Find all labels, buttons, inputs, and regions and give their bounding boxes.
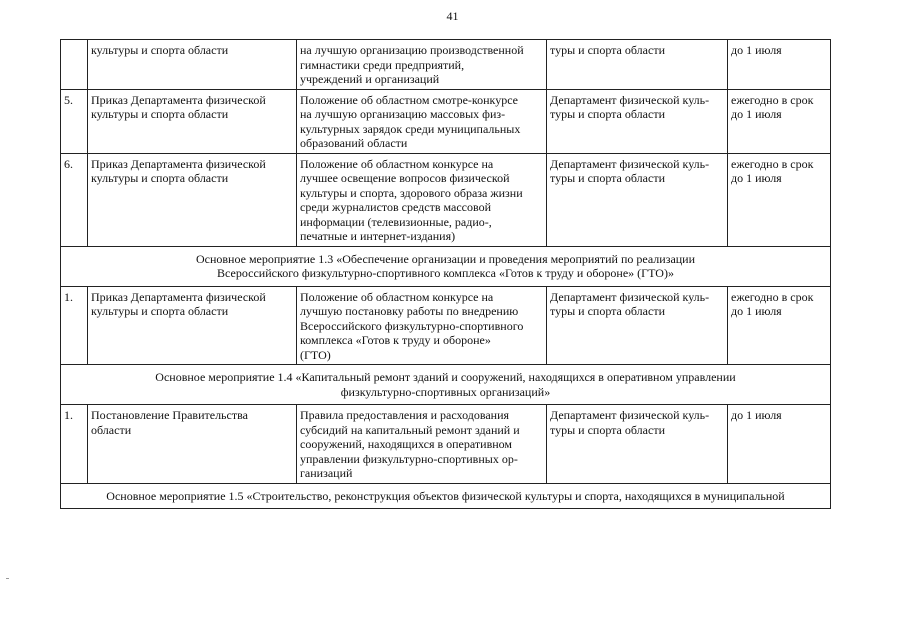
row-number [61,405,88,484]
deadline-line: ежегодно в срок [731,156,814,171]
row-number-line: 6. [64,156,73,171]
deadline-line: до 1 июля [731,304,782,318]
legal-act-line: Приказ Департамента физической [91,156,266,171]
page-number: 41 [446,9,459,23]
legal-act-line: культуры и спорта области [91,171,229,185]
table-row [61,286,831,365]
act-title-line: субсидий на капитальный ремонт зданий и [300,422,520,437]
legal-act-line: области [91,422,132,437]
section-heading-1-4 [61,365,831,405]
row-number [61,286,88,365]
deadline-line: до 1 июля [731,43,782,57]
legal-act [88,286,297,365]
executor-line: туры и спорта области [550,43,665,57]
section-row [61,483,831,509]
executor-line: туры и спорта области [550,422,665,437]
act-title-line: образований области [300,136,408,150]
executor-line: туры и спорта области [550,171,665,185]
act-title-line: (ГТО) [300,347,331,362]
deadline-line: до 1 июля [731,171,782,185]
table-row [61,89,831,153]
act-title-line: комплекса «Готов к труду и обороне» [300,333,491,347]
deadline [728,405,831,484]
act-title-line: культурных зарядок среди муниципальных [300,121,521,136]
section-row [61,365,831,405]
act-title-line: Положение об областном смотре-конкурсе [300,92,518,107]
act-title-line: Правила предоставления и расходования [300,408,510,422]
act-title [297,405,547,484]
legal-act [88,405,297,484]
legal-act-line: культуры и спорта области [91,107,229,121]
margin-mark [6,578,9,579]
executor-line: туры и спорта области [550,107,665,121]
table-row [61,153,831,246]
deadline [728,89,831,153]
legal-act [88,89,297,153]
legal-act-line: Приказ Департамента физической [91,92,266,107]
executor-line: Департамент физической куль- [550,408,710,422]
act-title-line: сооружений, находящихся в оперативном [300,437,513,451]
executor-line: Департамент физической куль- [550,156,710,171]
deadline [728,40,831,90]
act-title-line: печатные и интернет-издания) [300,229,456,243]
act-title-line: гимнастики среди предприятий, [300,57,465,72]
section-heading-1-4-line: физкультурно-спортивных организаций» [340,384,551,399]
executor-line: Департамент физической куль- [550,92,710,107]
act-title-line: учреждений и организаций [300,72,440,86]
executor [547,286,728,365]
row-number-line: 5. [64,92,73,107]
act-title-line: на лучшую организацию производственной [300,43,524,57]
legal-act-line: культуры и спорта области [91,43,229,57]
act-title [297,89,547,153]
row-number [61,40,88,90]
act-title [297,153,547,246]
legal-act [88,153,297,246]
executor-line: Департамент физической куль- [550,289,710,304]
row-number [61,89,88,153]
deadline-line: до 1 июля [731,408,782,422]
section-heading-1-5 [61,483,831,509]
act-title [297,286,547,365]
legal-act-line: Постановление Правительства [91,408,248,422]
act-title-line: лучшее освещение вопросов физической [300,171,510,185]
act-title-line: информации (телевизионные, радио-, [300,214,492,229]
executor-line: туры и спорта области [550,304,665,318]
legal-act [88,40,297,90]
table-row [61,40,831,90]
act-title-line: среди журналистов средств массовой [300,200,491,214]
section-heading-1-5-line: Основное мероприятие 1.5 «Строительство, реконструкция объектов физической культуры и спорта, находящихся в муниципальной [106,488,785,503]
deadline [728,286,831,365]
act-title-line: управлении физкультурно-спортивных ор- [300,451,518,466]
executor [547,153,728,246]
row-number-line: 1. [64,289,73,304]
act-title-line: Положение об областном конкурсе на [300,156,494,171]
section-heading-1-3 [61,246,831,286]
legal-act-line: Приказ Департамента физической [91,289,266,304]
section-heading-1-3-line: Основное мероприятие 1.3 «Обеспечение организации и проведения мероприятий по реализации [195,251,696,266]
act-title-line: Положение об областном конкурсе на [300,289,494,304]
act-title-line: Всероссийского физкультурно-спортивного [300,318,524,333]
executor [547,89,728,153]
measures-table [60,39,831,509]
legal-act-line: культуры и спорта области [91,304,229,318]
section-heading-1-3-line: Всероссийского физкультурно-спортивного комплекса «Готов к труду и обороне» (ГТО)» [217,266,674,280]
executor [547,40,728,90]
row-number-line: 1. [64,408,73,422]
deadline-line: до 1 июля [731,107,782,121]
section-row [61,246,831,286]
deadline-line: ежегодно в срок [731,92,814,107]
deadline [728,153,831,246]
act-title-line: ганизаций [300,466,353,480]
table-row [61,405,831,484]
act-title [297,40,547,90]
act-title-line: лучшую постановку работы по внедрению [300,304,519,318]
act-title-line: на лучшую организацию массовых физ- [300,107,506,121]
section-heading-1-4-line: Основное мероприятие 1.4 «Капитальный ремонт зданий и сооружений, находящихся в оперативном управлении [155,370,736,384]
row-number [61,153,88,246]
deadline-line: ежегодно в срок [731,289,814,304]
act-title-line: культуры и спорта, здорового образа жизни [300,185,523,200]
executor [547,405,728,484]
